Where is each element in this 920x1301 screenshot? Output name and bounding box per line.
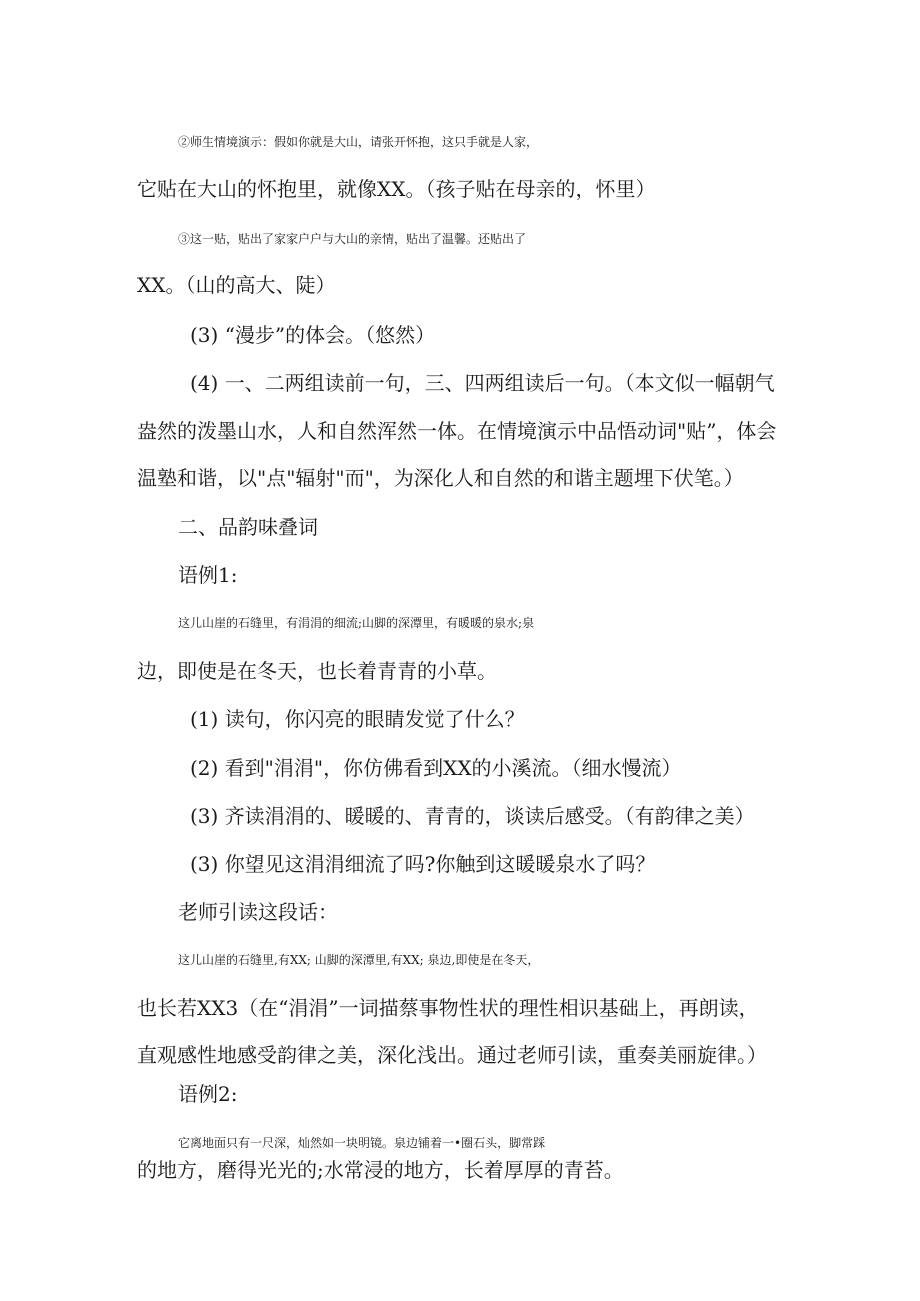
line-text: 它贴在大山的怀抱里，就像XX。（孩子贴在母亲的，怀里） [137, 177, 656, 201]
list-item [190, 321, 435, 349]
paragraph-line [137, 464, 744, 492]
line-text: ③这一贴，贴出了家家户户与大山的亲情，贴出了温馨。还贴出了 [178, 232, 527, 246]
line-text: 这儿山崖的石缝里,有XX; 山脚的深潭里,有XX; 泉边,即使是在冬天， [178, 953, 540, 967]
list-item-text: (3) 你望见这涓涓细流了吗?你触到这暖暖泉水了吗？ [190, 852, 656, 876]
paragraph-line [137, 1156, 624, 1184]
line-text: XX。（山的高大、陡） [137, 273, 336, 297]
line-text: 边，即使是在冬天，也长着青青的小草。 [137, 659, 497, 683]
paragraph-line [178, 225, 822, 253]
line-text: 直观感性地感受韵律之美，深化浅出。通过老师引读，重奏美丽旋律。） [137, 1043, 767, 1067]
section-heading [178, 513, 318, 541]
example-label [178, 561, 237, 589]
line-text: 盎然的泼墨山水，人和自然浑然一体。在情境演示中品悟动词"贴”，体会 [137, 419, 777, 443]
line-text: 它离地面只有一尺深，灿然如一块明镜。泉边铺着一•圈石头，脚常踩 [178, 1136, 546, 1150]
list-item-text: (2) 看到"涓涓"，你仿佛看到XX的小溪流。（细水慢流） [190, 756, 682, 780]
paragraph-line [178, 609, 822, 637]
paragraph-line [137, 271, 335, 299]
paragraph-line [178, 128, 822, 156]
list-item [190, 705, 525, 733]
paragraph-line [178, 898, 338, 926]
paragraph-line [178, 946, 822, 974]
list-item [190, 754, 682, 782]
section-heading-text: 二、品韵味叠词 [178, 515, 318, 539]
list-item [190, 802, 755, 830]
list-item [190, 369, 775, 397]
line-text: ②师生情境演示：假如你就是大山，请张开怀抱，这只手就是人家， [178, 135, 539, 149]
line-text: 老师引读这段话： [178, 900, 338, 924]
paragraph-line [137, 657, 497, 685]
paragraph-line [137, 1041, 767, 1069]
list-item-text: (3) 齐读涓涓的、暖暖的、青青的，谈读后感受。（有韵律之美） [190, 804, 755, 828]
list-item-text: (3) “漫步”的体会。（悠然） [190, 323, 436, 347]
line-text: 温塾和谐，以"点"辐射"而"，为深化人和自然的和谐主题埋下伏笔。） [137, 466, 744, 490]
line-text: 这儿山崖的石缝里，有涓涓的细流;山脚的深潭里，有暖暖的泉水;泉 [178, 616, 535, 630]
paragraph-line [137, 994, 759, 1022]
example-label-text: 语例1: [178, 563, 238, 587]
paragraph-line [137, 417, 776, 445]
list-item [190, 850, 655, 878]
list-item-text: (4) 一、二两组读前一句，三、四两组读后一句。（本文似一幅朝气 [190, 371, 775, 395]
line-text: 的地方，磨得光光的;水常浸的地方，长着厚厚的青苔。 [137, 1158, 624, 1182]
line-text: 也长若XX3（在“涓涓”一词描蔡事物性状的理性相识基础上，再朗读， [137, 996, 759, 1020]
list-item-text: (1) 读句，你闪亮的眼睛发觉了什么？ [190, 707, 525, 731]
example-label [178, 1080, 237, 1108]
paragraph-line [137, 175, 655, 203]
paragraph-line [178, 1129, 822, 1157]
example-label-text: 语例2: [178, 1082, 238, 1106]
